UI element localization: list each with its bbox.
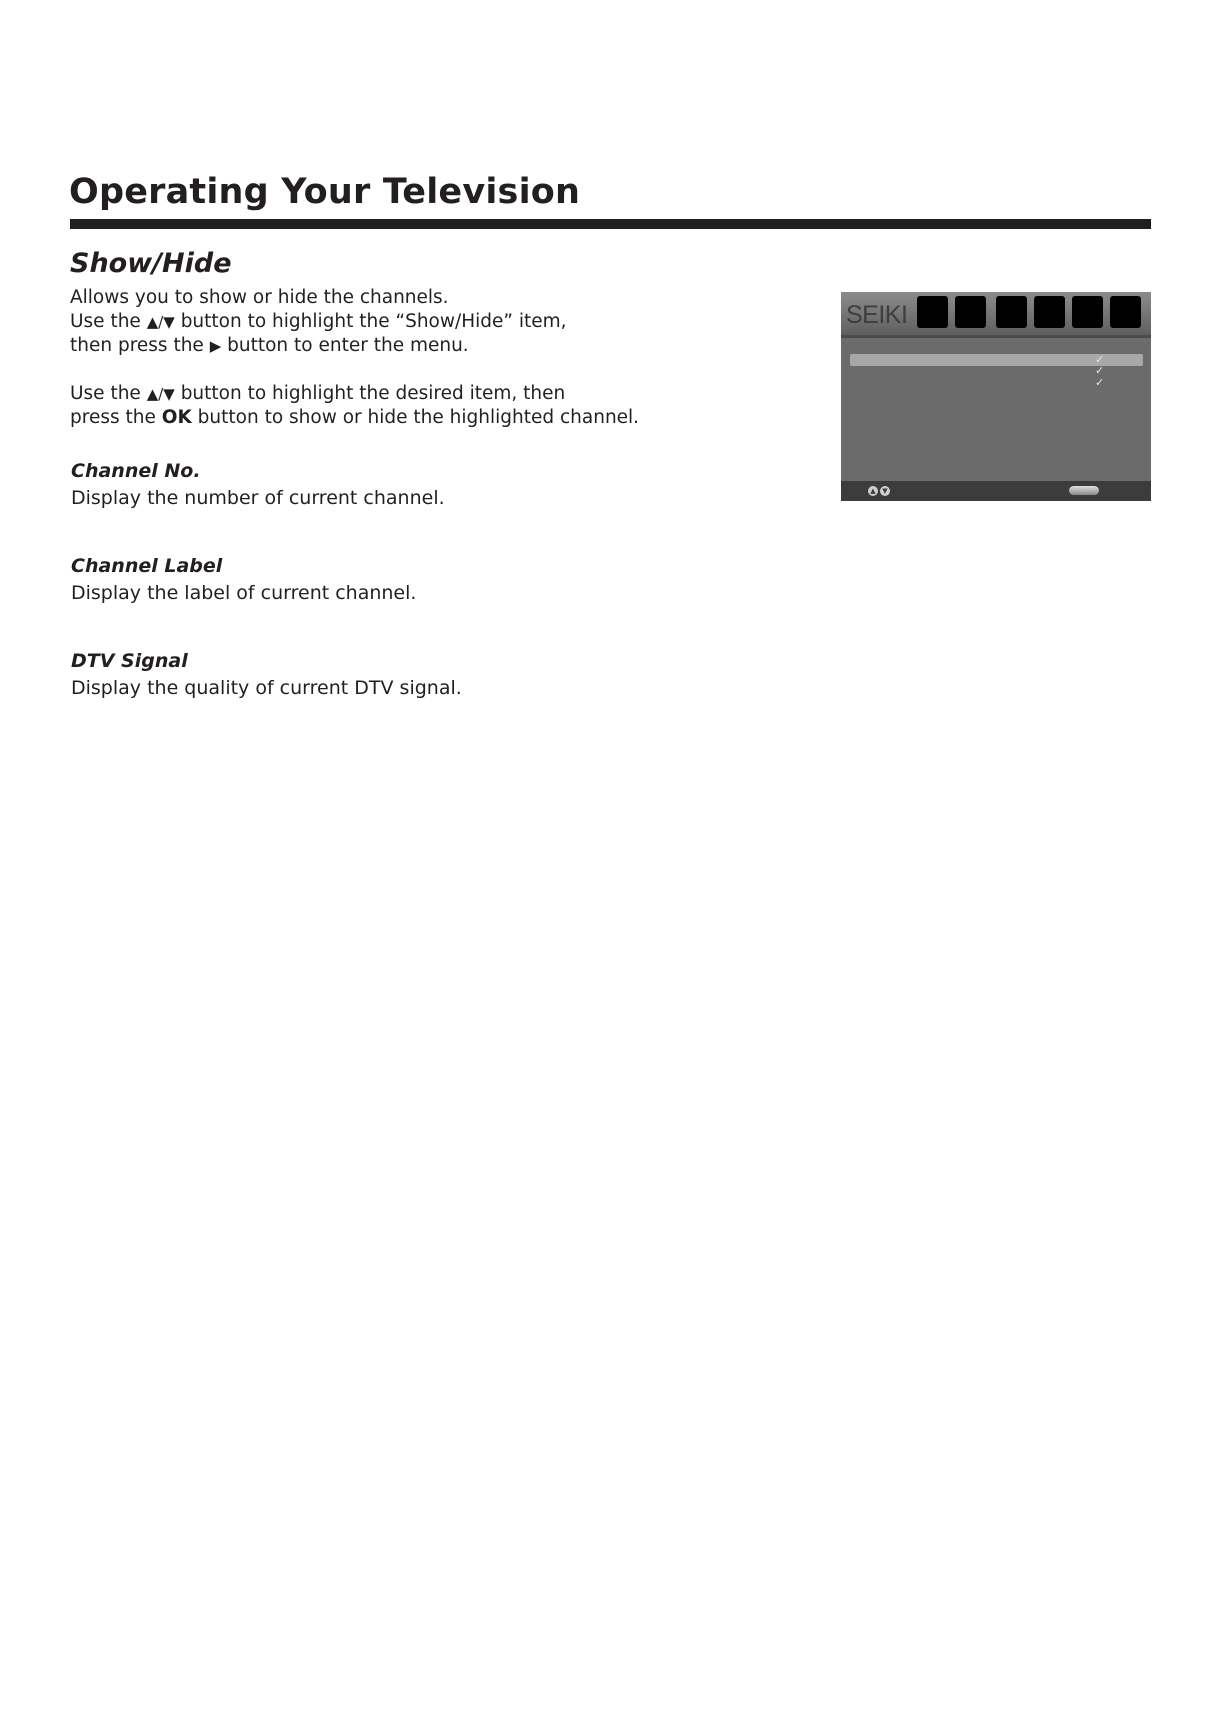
osd-menu-tab	[996, 296, 1027, 328]
ok-key-label: OK	[161, 407, 192, 428]
section-title: Show/Hide	[70, 248, 232, 279]
osd-menu-tab	[1072, 296, 1103, 328]
osd-menu-tab	[1110, 296, 1141, 328]
instruction-line-1-start: Use the	[70, 383, 147, 404]
osd-divider	[841, 335, 1151, 338]
channel-no-description: Display the number of current channel.	[71, 487, 445, 509]
osd-menu-tab	[917, 296, 948, 328]
dtv-signal-title: DTV Signal	[71, 650, 188, 672]
right-arrow-icon: ▶	[209, 337, 222, 355]
up-down-arrow-icon: ▲/▼	[146, 313, 175, 331]
intro-line-3-start: then press the	[70, 335, 210, 356]
down-arrow-icon: ▼	[880, 486, 890, 496]
check-icon: ✓	[1095, 376, 1105, 389]
intro-line-3-end: button to enter the menu.	[221, 335, 469, 356]
instruction-line-2-end: button to show or hide the highlighted channel.	[191, 407, 640, 428]
up-down-arrow-icon: ▲/▼	[146, 385, 175, 403]
channel-label-description: Display the label of current channel.	[71, 582, 417, 604]
channel-no-title: Channel No.	[71, 460, 201, 482]
intro-paragraph	[70, 286, 567, 358]
instruction-line-1	[70, 382, 639, 406]
osd-menu-tab	[955, 296, 986, 328]
tv-osd-screenshot	[841, 292, 1151, 501]
instruction-line-2	[70, 406, 639, 430]
channel-label-title: Channel Label	[71, 555, 223, 577]
osd-button-icon	[1069, 486, 1099, 495]
seiki-logo: SEIKI	[846, 301, 908, 329]
intro-line-2	[70, 310, 567, 334]
instruction-line-2-start: press the	[70, 407, 162, 428]
page-title: Operating Your Television	[69, 172, 581, 212]
osd-header	[841, 292, 1151, 335]
instruction-paragraph	[70, 382, 639, 430]
osd-footer	[841, 481, 1151, 501]
check-icon: ✓	[1095, 353, 1105, 366]
intro-line-3	[70, 334, 567, 358]
intro-line-2-end: button to highlight the “Show/Hide” item,	[174, 311, 567, 332]
up-arrow-icon: ▲	[868, 486, 878, 496]
intro-line-1: Allows you to show or hide the channels.	[70, 287, 449, 308]
dtv-signal-description: Display the quality of current DTV signal.	[71, 677, 462, 699]
instruction-line-1-end: button to highlight the desired item, then	[174, 383, 566, 404]
osd-menu-tab	[1034, 296, 1065, 328]
intro-line-2-start: Use the	[70, 311, 147, 332]
check-icon: ✓	[1095, 364, 1105, 377]
title-rule	[70, 219, 1151, 229]
